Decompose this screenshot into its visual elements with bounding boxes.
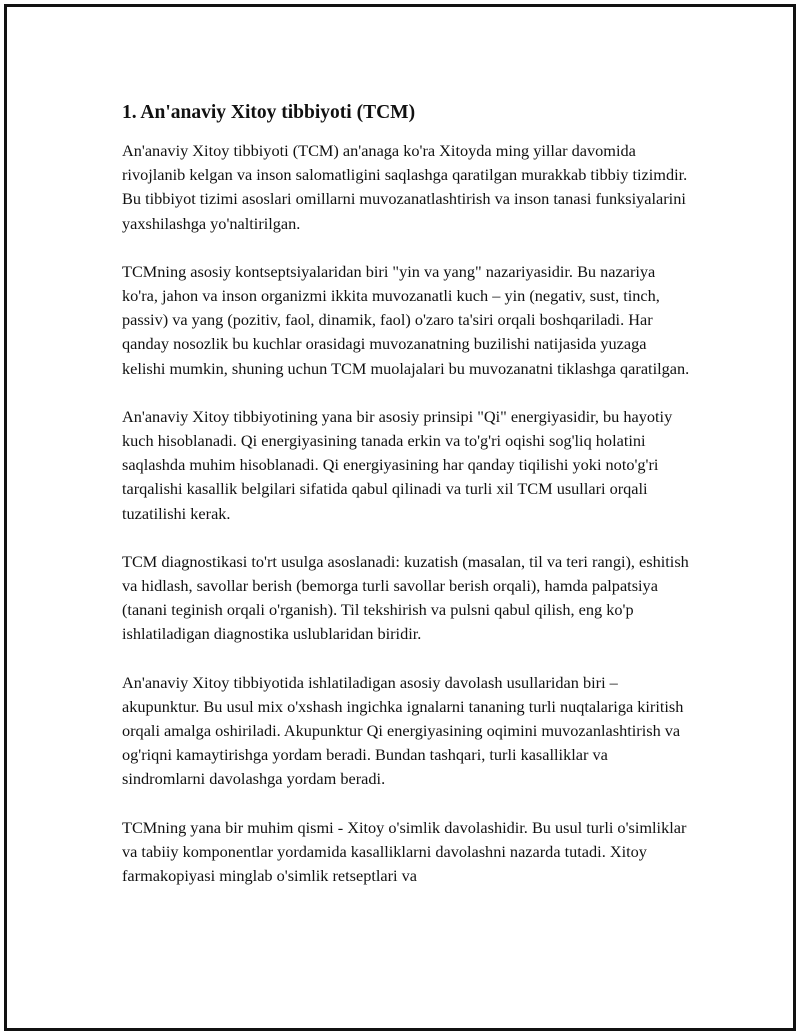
paragraph-intro: An'anaviy Xitoy tibbiyoti (TCM) an'anaga ko'ra Xitoyda ming yillar davomida rivojlanib kelgan va inson salomatligini saqlashga qaratilgan murakkab tibbiy tizimdir. Bu tibbiyot tizimi asoslari omillarni muvozanatlashtirish va inson tanasi funksiyalarini yaxshilashga yo'naltirilgan. bbox=[122, 141, 688, 233]
page-title: 1. An'anaviy Xitoy tibbiyoti (TCM) bbox=[122, 102, 416, 123]
paragraph-diagnostics: TCM diagnostikasi to'rt usulga asoslanadi: kuzatish (masalan, til va teri rangi), eshitish va hidlash, savollar berish (bemorga turli savollar berish orqali), hamda palpatsiya (tanani teginish orqali o'rganish). Til tekshirish va pulsni qabul qilish, eng ko'p ishlatiladigan diagnostika uslublaridan biridir. bbox=[122, 551, 689, 644]
document-body bbox=[122, 99, 692, 912]
paragraph-qi: An'anaviy Xitoy tibbiyotining yana bir asosiy prinsipi "Qi" energiyasidir, bu hayotiy kuch hisoblanadi. Qi energiyasining tanada erkin va to'g'ri oqishi sog'liq holatini saqlashda muhim hisoblanadi. Qi energiyasining har qanday tiqilishi yoki noto'g'ri tarqalishi kasallik belgilari sifatida qabul qilinadi va turli xil TCM usullari orqali tuzatilishi kerak. bbox=[122, 406, 673, 523]
page-frame bbox=[4, 4, 796, 1031]
paragraph-yin-yang: TCMning asosiy kontseptsiyalaridan biri "yin va yang" nazariyasidir. Bu nazariya ko'ra, jahon va inson organizmi ikkita muvozanatli kuch – yin (negativ, sust, tinch, passiv) va yang (pozitiv, faol, dinamik, faol) o'zaro ta'siri orqali boshqariladi. Har qanday nosozlik bu kuchlar orasidagi muvozanatning buzilishi natijasida yuzaga kelishi mumkin, shuning uchun TCM muolajalari bu muvozanatni tiklashga qaratilgan. bbox=[122, 261, 690, 378]
paragraph-herbal: TCMning yana bir muhim qismi - Xitoy o'simlik davolashidir. Bu usul turli o'simliklar va tabiiy komponentlar yordamida kasalliklarni davolashni nazarda tutadi. Xitoy farmakopiyasi minglab o'simlik retseptlari va bbox=[122, 817, 687, 886]
paragraph-acupuncture: An'anaviy Xitoy tibbiyotida ishlatiladigan asosiy davolash usullaridan biri – akupunktur. Bu usul mix o'xshash ingichka ignalarni tananing turli nuqtalariga kiritish orqali amalga oshiriladi. Akupunktur Qi energiyasining oqimini muvozanlashtirish va og'riqni kamaytirishga yordam beradi. Bundan tashqari, turli kasalliklar va sindromlarni davolashga yordam beradi. bbox=[122, 672, 684, 789]
